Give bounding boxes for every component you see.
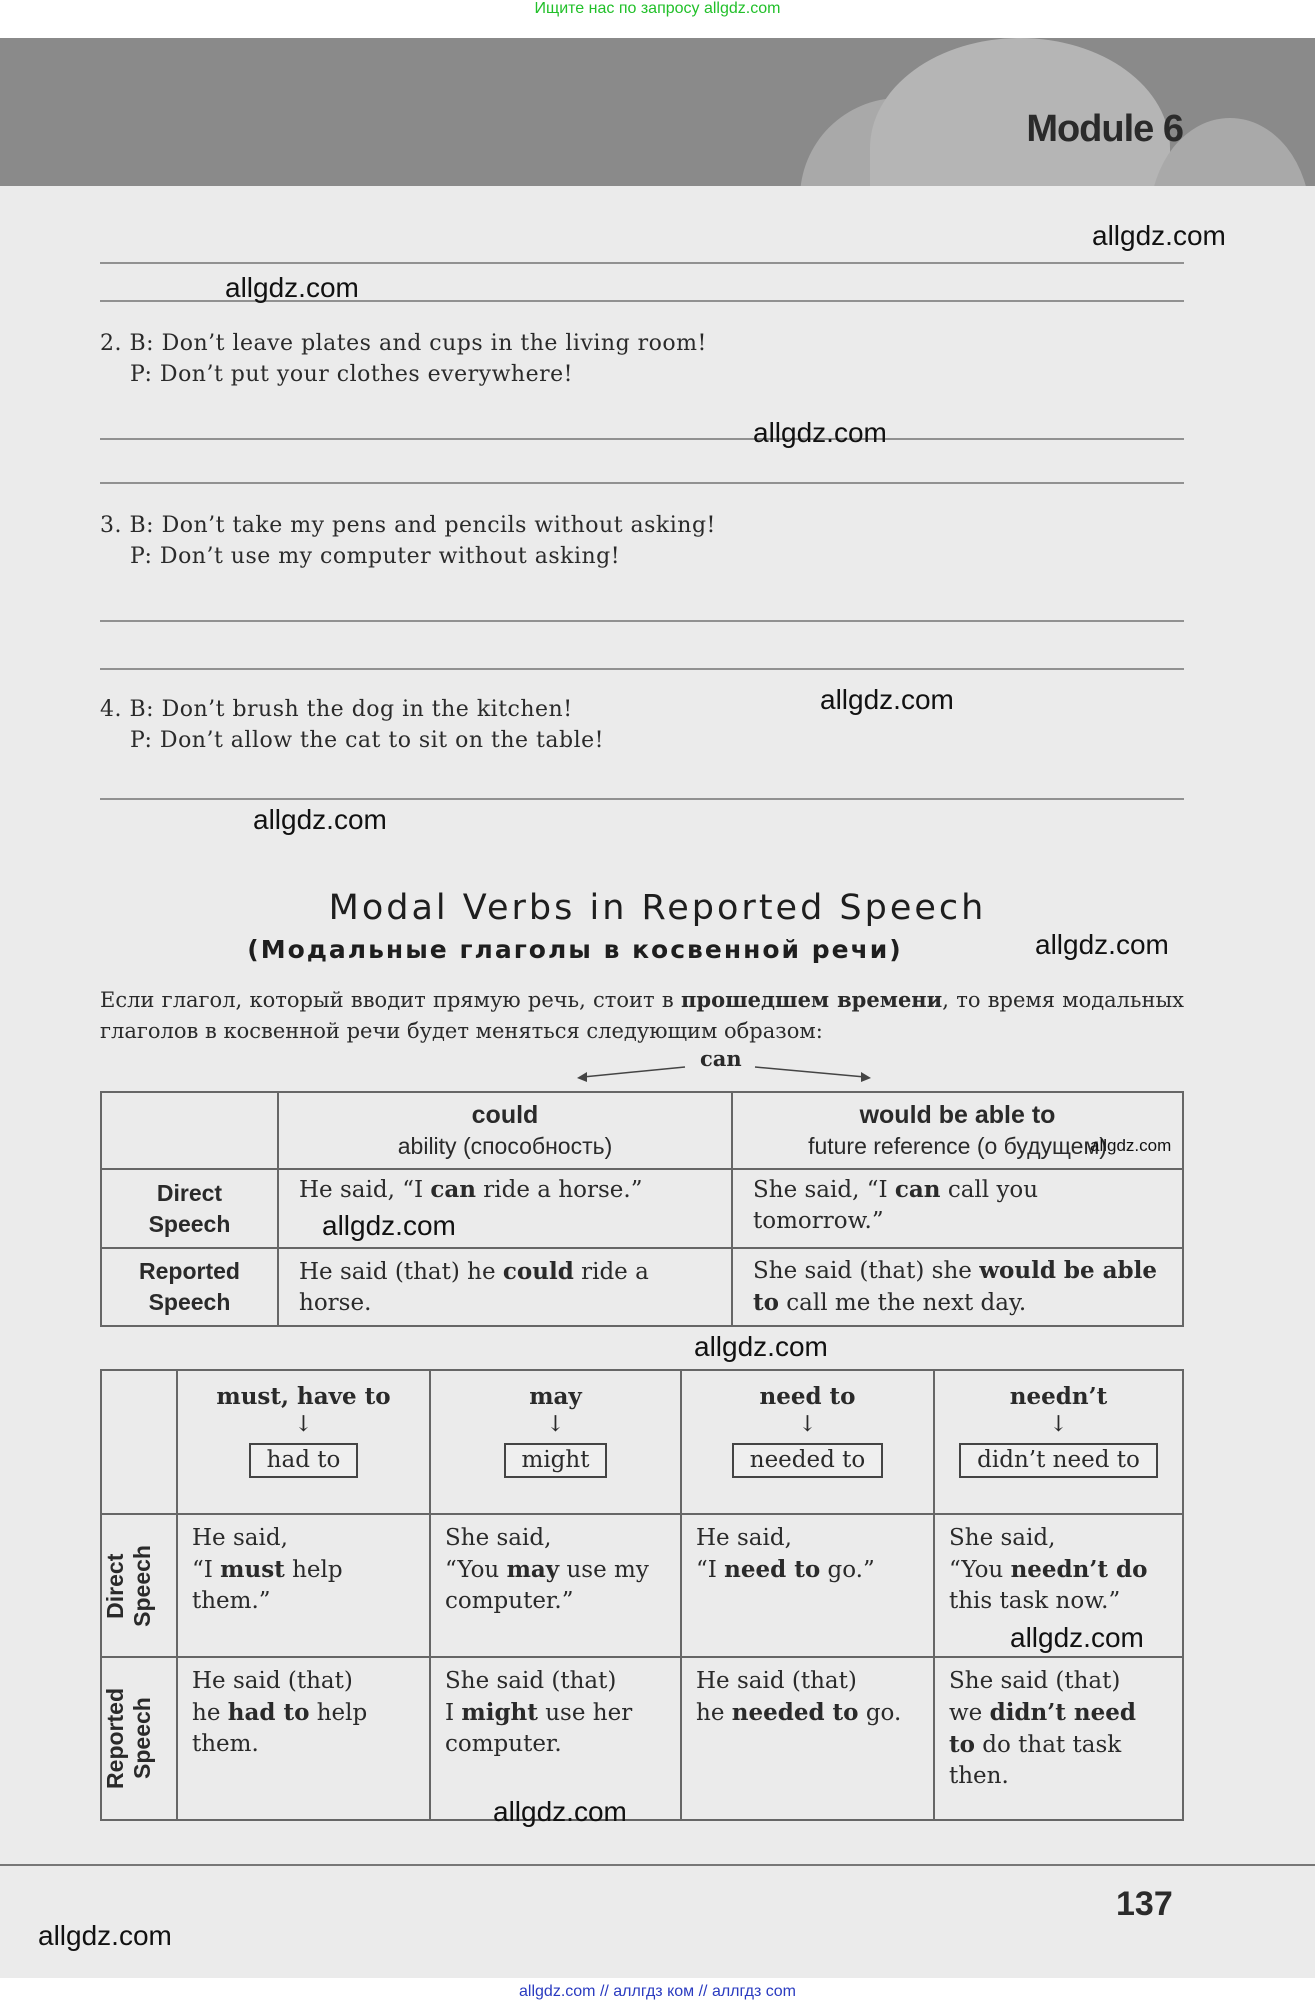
text: needn’t do: [1010, 1556, 1148, 1583]
text: Если глагол, который вводит прямую речь, стоит в: [100, 988, 682, 1012]
can-label: can: [700, 1046, 742, 1071]
text: this task now.”: [949, 1588, 1121, 1614]
table-row: [101, 1657, 1183, 1820]
layout-block: [101, 1514, 177, 1657]
layout-block: [732, 1248, 1183, 1326]
text: help them.: [192, 1700, 368, 1757]
text: must: [220, 1556, 285, 1583]
exercise-item-3: [100, 510, 716, 572]
exercise-item-2: [100, 328, 707, 390]
layout-block: [101, 1370, 1183, 1820]
ruled-line: [100, 620, 1184, 622]
modal-shift-table: [100, 1369, 1184, 1821]
text: Reported: [139, 1258, 240, 1284]
layout-block: [177, 1370, 430, 1514]
watermark: allgdz.com: [493, 1796, 627, 1827]
text: must, have to: [216, 1383, 391, 1410]
text: 2.: [100, 331, 122, 356]
text: She said, “I: [753, 1177, 895, 1203]
layout-block: [681, 1370, 934, 1514]
text: Speech: [129, 1697, 155, 1780]
arrow-down-icon: ↓: [546, 1412, 565, 1437]
watermark: allgdz.com: [1035, 929, 1169, 960]
text: B: Don’t leave plates and cups in the living room!: [129, 331, 707, 356]
text: He said (that) he: [696, 1668, 857, 1726]
page-divider: [0, 1864, 1315, 1866]
text: Direct: [156, 1179, 223, 1206]
layout-block: [101, 1657, 177, 1820]
ruled-line: [100, 482, 1184, 484]
layout-block: [861, 1072, 871, 1082]
table-row: [101, 1248, 1183, 1326]
text: He said (that) he: [299, 1258, 503, 1285]
layout-block: [430, 1370, 681, 1514]
text: go.: [858, 1700, 902, 1726]
text: help them.”: [192, 1557, 343, 1614]
layout-block: [755, 1067, 865, 1077]
text: didn’t need to: [949, 1699, 1136, 1758]
text: do that task then.: [949, 1732, 1122, 1789]
text: had to: [227, 1699, 310, 1726]
layout-block: [100, 510, 716, 541]
text: ability (способность): [397, 1132, 613, 1159]
text: would be able to: [859, 1100, 1056, 1129]
text: B: Don’t take my pens and pencils without asking!: [129, 513, 716, 538]
layout-block: [278, 1248, 732, 1326]
module-title: Module 6: [1026, 108, 1183, 150]
watermark: allgdz.com: [753, 417, 887, 448]
text: Speech: [129, 1544, 155, 1627]
intro-paragraph: [100, 984, 1184, 1047]
layout-block: [177, 1514, 430, 1657]
text: P: Don’t use my computer without asking!: [130, 544, 621, 569]
text: future reference (о будущем): [808, 1132, 1107, 1159]
text: go.”: [820, 1557, 875, 1583]
text: need to: [759, 1383, 856, 1410]
text: Reported: [102, 1688, 128, 1789]
arrow-down-icon: ↓: [798, 1412, 817, 1437]
layout-block: [177, 1657, 430, 1820]
layout-block: [100, 328, 707, 359]
text: She said, “You: [949, 1525, 1056, 1583]
empty-corner-cell: [101, 1092, 278, 1169]
text: She said (that) we: [949, 1668, 1121, 1726]
arrow-down-icon: ↓: [294, 1412, 313, 1437]
footer-links[interactable]: allgdz.com // аллгдз ком // аллгдз com: [519, 1983, 796, 2000]
text: Speech: [148, 1210, 231, 1237]
text: She said (that) she: [753, 1258, 980, 1284]
text: P: Don’t put your clothes everywhere!: [130, 362, 573, 387]
text: прошедшем времени: [681, 987, 943, 1012]
layout-block: [577, 1072, 587, 1082]
exercise-item-4: [100, 694, 604, 756]
text: might: [461, 1699, 538, 1726]
text: , то время модальных глаголов в косвенной речи будет меняться следующим образом:: [100, 988, 1185, 1043]
text: 4.: [100, 697, 122, 722]
layout-block: [101, 1092, 1183, 1326]
top-search-note: Ищите нас по запросу allgdz.com: [534, 0, 781, 17]
text: had to: [249, 1443, 359, 1478]
watermark: allgdz.com: [38, 1920, 172, 1951]
layout-block: [681, 1657, 934, 1820]
text: Direct: [102, 1552, 128, 1619]
text: He said, “I: [696, 1525, 792, 1583]
ruled-line: [100, 438, 1184, 440]
ruled-line: [100, 798, 1184, 800]
empty-corner-cell: [101, 1370, 177, 1514]
col-would-be-able-to: [732, 1092, 1183, 1169]
text: need to: [724, 1556, 821, 1583]
text: might: [504, 1443, 608, 1478]
text: needed to: [731, 1699, 859, 1726]
text: B: Don’t brush the dog in the kitchen!: [129, 697, 573, 722]
page-number: 137: [1116, 1885, 1173, 1923]
text: ride a horse.: [299, 1258, 649, 1316]
text: may: [506, 1556, 560, 1583]
text: He said, “I: [299, 1177, 431, 1203]
text: Speech: [148, 1289, 231, 1315]
text: didn’t need to: [959, 1443, 1158, 1478]
watermark: allgdz.com: [322, 1210, 456, 1241]
text: 3.: [100, 513, 122, 538]
layout-block: [101, 1092, 1183, 1169]
ruled-line: [100, 262, 1184, 264]
layout-block: [102, 1688, 156, 1789]
text: use her computer.: [445, 1700, 633, 1757]
layout-block: [101, 1370, 1183, 1514]
section-subtitle: (Модальные глаголы в косвенной речи): [247, 935, 903, 964]
text: call me the next day.: [778, 1290, 1027, 1316]
layout-block: [430, 1514, 681, 1657]
layout-block: [101, 1169, 278, 1248]
layout-block: [732, 1169, 1183, 1248]
section-title: Modal Verbs in Reported Speech: [328, 888, 987, 928]
layout-block: [934, 1370, 1183, 1514]
watermark: allgdz.com: [820, 684, 954, 715]
layout-block: [102, 1545, 156, 1627]
layout-block: [934, 1657, 1183, 1820]
text: could: [471, 1100, 539, 1129]
watermark: allgdz.com: [253, 804, 387, 835]
watermark: allgdz.com: [225, 272, 359, 303]
table-row: [101, 1169, 1183, 1248]
text: P: Don’t allow the cat to sit on the table!: [130, 728, 604, 753]
watermark: allgdz.com: [694, 1331, 828, 1362]
layout-block: [100, 694, 604, 725]
text: use my computer.”: [445, 1557, 649, 1614]
text: can: [894, 1176, 941, 1203]
text: would be able to: [753, 1257, 1157, 1316]
layout-block: [681, 1514, 934, 1657]
watermark: allgdz.com: [1010, 1622, 1144, 1653]
text: She said (that) I: [445, 1668, 617, 1726]
can-table: [100, 1091, 1184, 1327]
text: She said, “You: [445, 1525, 552, 1583]
text: He said, “I: [192, 1525, 288, 1583]
layout-block: [583, 1067, 685, 1077]
watermark: allgdz.com: [1090, 1136, 1172, 1155]
text: ride a horse.”: [476, 1177, 643, 1203]
text: call you tomorrow.”: [753, 1177, 1039, 1234]
ruled-line: [100, 668, 1184, 670]
col-could: [278, 1092, 732, 1169]
text: may: [529, 1383, 582, 1410]
text: can: [430, 1176, 476, 1203]
watermark: allgdz.com: [1092, 220, 1226, 251]
text: needed to: [732, 1443, 884, 1478]
text: could: [502, 1257, 574, 1285]
arrow-down-icon: ↓: [1049, 1412, 1068, 1437]
layout-block: [101, 1248, 278, 1326]
text: He said (that) he: [192, 1668, 353, 1726]
text: needn’t: [1009, 1383, 1108, 1410]
